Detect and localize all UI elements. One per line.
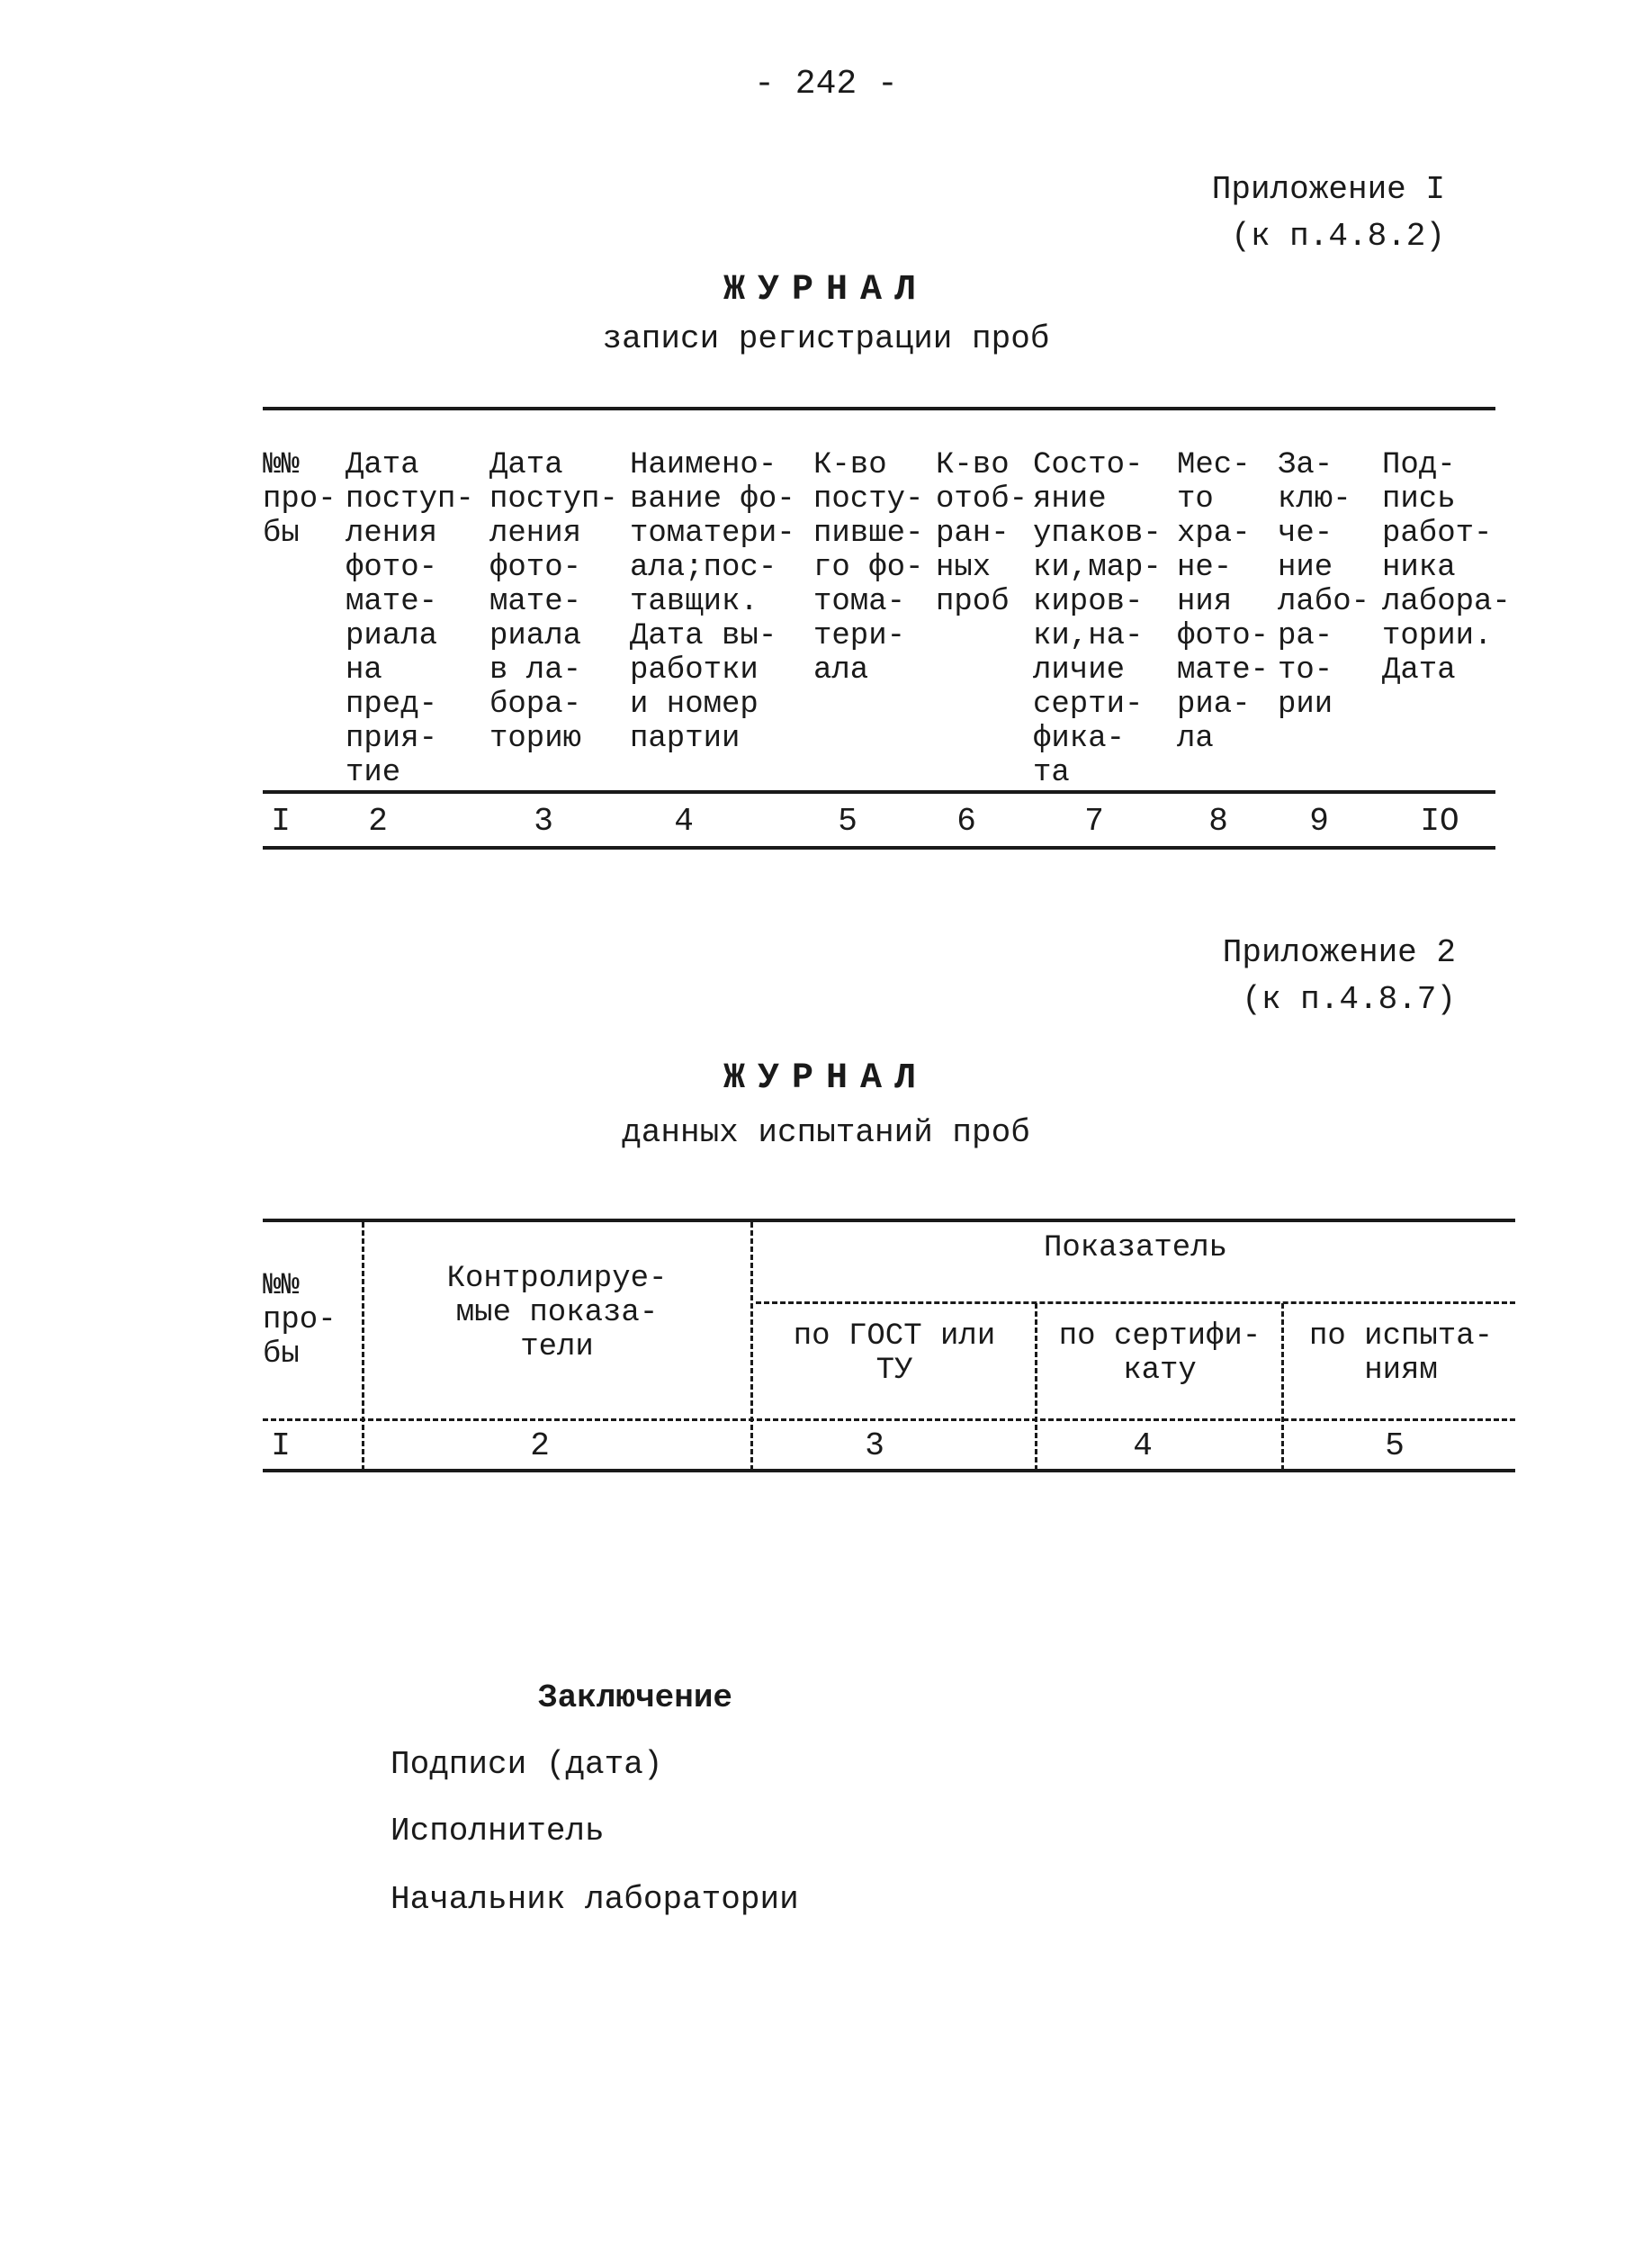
table1-top-rule	[263, 407, 1495, 410]
table1-header-cell: Мес- то хра- не- ния фото- мате- риа- ла	[1177, 448, 1270, 756]
journal1-title: ЖУРНАЛ	[723, 270, 929, 310]
appendix1-ref: (к п.4.8.2)	[1231, 218, 1445, 255]
appendix2-ref: (к п.4.8.7)	[1242, 981, 1456, 1018]
table2-col-divider	[1035, 1303, 1037, 1471]
table2-bottom-rule	[263, 1469, 1515, 1472]
page-number: - 242 -	[754, 65, 898, 104]
journal2-title: ЖУРНАЛ	[723, 1058, 929, 1099]
appendix2-title: Приложение 2	[1222, 934, 1456, 971]
table1-column-number: 7	[1084, 803, 1104, 840]
table1-column-number: 4	[674, 803, 694, 840]
table1-header-cell: Под- пись работ- ника лабора- тории. Дата	[1382, 448, 1511, 688]
table2-col-divider	[1281, 1303, 1284, 1471]
conclusion-label: Заключение	[538, 1679, 733, 1716]
table1-column-number: 2	[368, 803, 388, 840]
lab-head-label: Начальник лаборатории	[391, 1881, 799, 1918]
table2-header-certificate: по сертифи- кату	[1058, 1319, 1261, 1388]
table1-column-number: 6	[956, 803, 976, 840]
table1-column-number: 8	[1208, 803, 1228, 840]
table1-header-cell: К-во отоб- ран- ных проб	[936, 448, 1028, 619]
table1-header-cell: К-во посту- пивше- го фо- тома- тери- ала	[813, 448, 924, 688]
table1-header-cell: Наимено- вание фо- томатери- ала;пос- тавщик. Дата вы- работки и номер партии	[630, 448, 795, 756]
table1-header-cell: Дата поступ- ления фото- мате- риала на пред- прия- тие	[346, 448, 474, 790]
table1-column-number: 5	[838, 803, 857, 840]
table2-column-number: I	[271, 1427, 291, 1464]
table2-column-number: 5	[1385, 1427, 1405, 1464]
table1-column-number: 3	[534, 803, 553, 840]
executor-label: Исполнитель	[391, 1813, 605, 1850]
table2-col-divider	[362, 1222, 364, 1471]
signatures-date-label: Подписи (дата)	[391, 1746, 663, 1783]
table1-header-cell: Дата поступ- ления фото- мате- риала в ла- бора- торию	[489, 448, 618, 756]
table2-header-number: №№ про- бы	[263, 1269, 337, 1372]
table1-column-number: 9	[1309, 803, 1329, 840]
table1-column-number: I	[271, 803, 291, 840]
table1-header-cell: За- клю- че- ние лабо- ра- то- рии	[1278, 448, 1370, 722]
table1-header-cell: №№ про- бы	[263, 448, 337, 551]
table1-header-cell: Состо- яние упаков- ки,мар- киров- ки,на- личие серти- фика- та	[1033, 448, 1162, 790]
table2-top-rule	[263, 1219, 1515, 1222]
table2-header-rule	[263, 1418, 1515, 1421]
table1-bottom-rule	[263, 846, 1495, 850]
table2-header-gost: по ГОСТ или ТУ	[793, 1319, 996, 1388]
table2-col-divider	[750, 1222, 753, 1471]
appendix1-title: Приложение I	[1211, 171, 1445, 208]
table1-header-rule	[263, 790, 1495, 794]
table2-header-indicator-group: Показатель	[1043, 1231, 1228, 1265]
table2-header-controlled: Контролируе- мые показа- тели	[446, 1262, 668, 1364]
table2-column-number: 4	[1133, 1427, 1153, 1464]
table2-column-number: 2	[530, 1427, 550, 1464]
table2-group-rule	[756, 1301, 1515, 1304]
journal1-subtitle: записи регистрации проб	[602, 320, 1050, 357]
table2-column-number: 3	[865, 1427, 884, 1464]
table2-header-tests: по испыта- ниям	[1308, 1319, 1494, 1388]
journal2-subtitle: данных испытаний проб	[622, 1114, 1030, 1151]
table1-column-number: IO	[1420, 803, 1459, 840]
